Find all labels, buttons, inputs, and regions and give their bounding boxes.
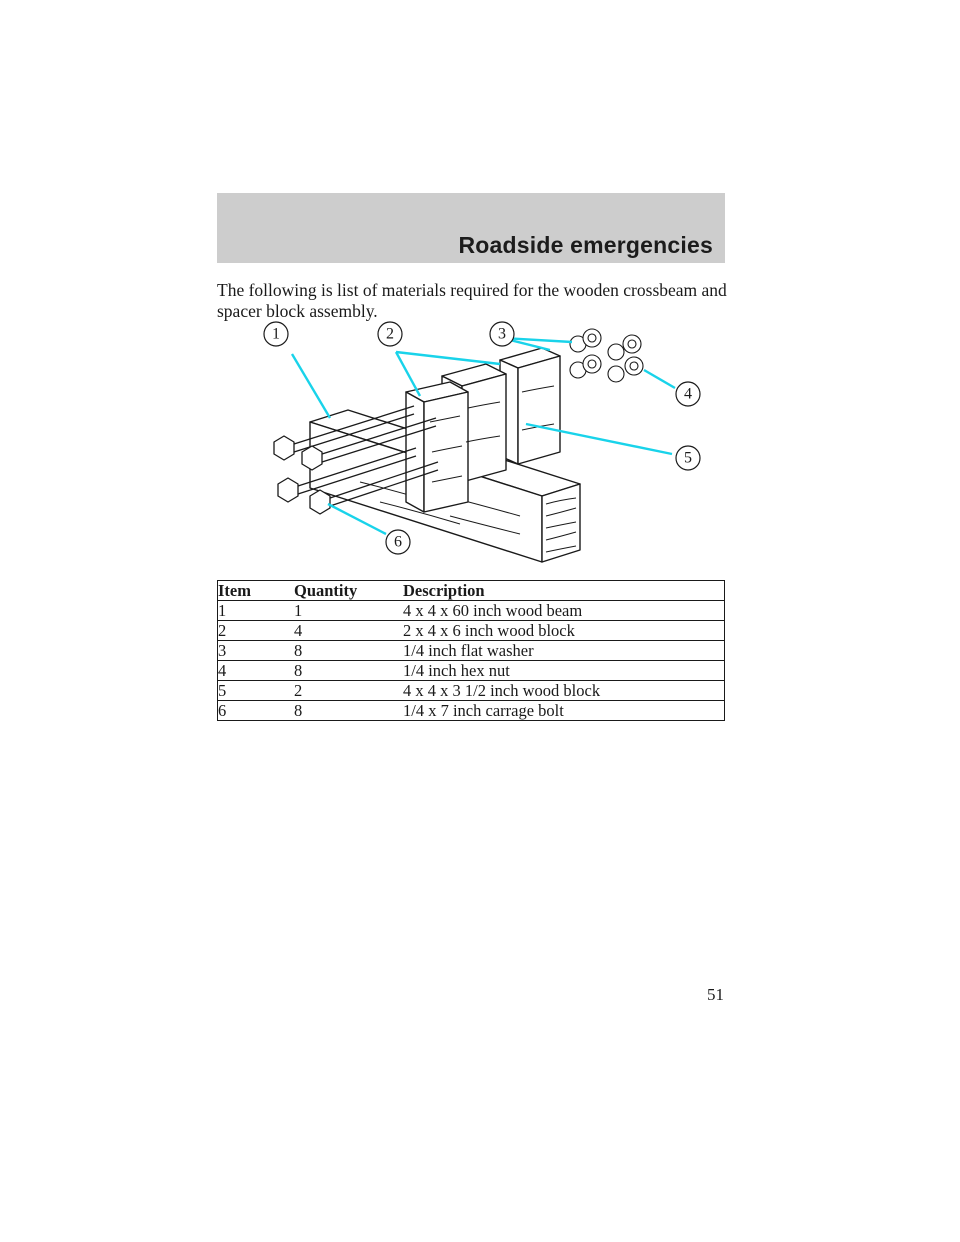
materials-table xyxy=(217,580,725,721)
callout-4: 4 xyxy=(684,385,692,403)
item-cell: 1 xyxy=(218,601,295,621)
quantity-cell: 2 xyxy=(294,681,403,701)
quantity-cell: 8 xyxy=(294,701,403,721)
callout-5: 5 xyxy=(684,449,692,467)
description-cell: 1/4 inch flat washer xyxy=(403,641,725,661)
table-row xyxy=(218,641,725,661)
table-row xyxy=(218,701,725,721)
table-header-row xyxy=(218,581,725,601)
page-number: 51 xyxy=(707,985,724,1004)
description-cell: 4 x 4 x 3 1/2 inch wood block xyxy=(403,681,725,701)
callout-2: 2 xyxy=(386,325,394,343)
column-header-item: Item xyxy=(218,581,295,601)
callout-3: 3 xyxy=(498,325,506,343)
crossbeam-assembly-illustration xyxy=(250,312,720,574)
item-cell: 3 xyxy=(218,641,295,661)
table-row xyxy=(218,621,725,641)
description-cell: 1/4 inch hex nut xyxy=(403,661,725,681)
quantity-cell: 4 xyxy=(294,621,403,641)
column-header-quantity: Quantity xyxy=(294,581,403,601)
intro-paragraph: The following is list of materials required for the wooden crossbeam and spacer block assembly. xyxy=(217,280,727,321)
section-title: Roadside emergencies xyxy=(458,232,713,258)
quantity-cell: 1 xyxy=(294,601,403,621)
table-row xyxy=(218,661,725,681)
callout-6: 6 xyxy=(394,533,402,551)
table-row xyxy=(218,681,725,701)
table-row xyxy=(218,601,725,621)
item-cell: 5 xyxy=(218,681,295,701)
quantity-cell: 8 xyxy=(294,641,403,661)
item-cell: 4 xyxy=(218,661,295,681)
callout-1: 1 xyxy=(272,325,280,343)
item-cell: 2 xyxy=(218,621,295,641)
description-cell: 2 x 4 x 6 inch wood block xyxy=(403,621,725,641)
description-cell: 4 x 4 x 60 inch wood beam xyxy=(403,601,725,621)
description-cell: 1/4 x 7 inch carrage bolt xyxy=(403,701,725,721)
section-header-band xyxy=(217,193,725,263)
column-header-description: Description xyxy=(403,581,725,601)
item-cell: 6 xyxy=(218,701,295,721)
quantity-cell: 8 xyxy=(294,661,403,681)
